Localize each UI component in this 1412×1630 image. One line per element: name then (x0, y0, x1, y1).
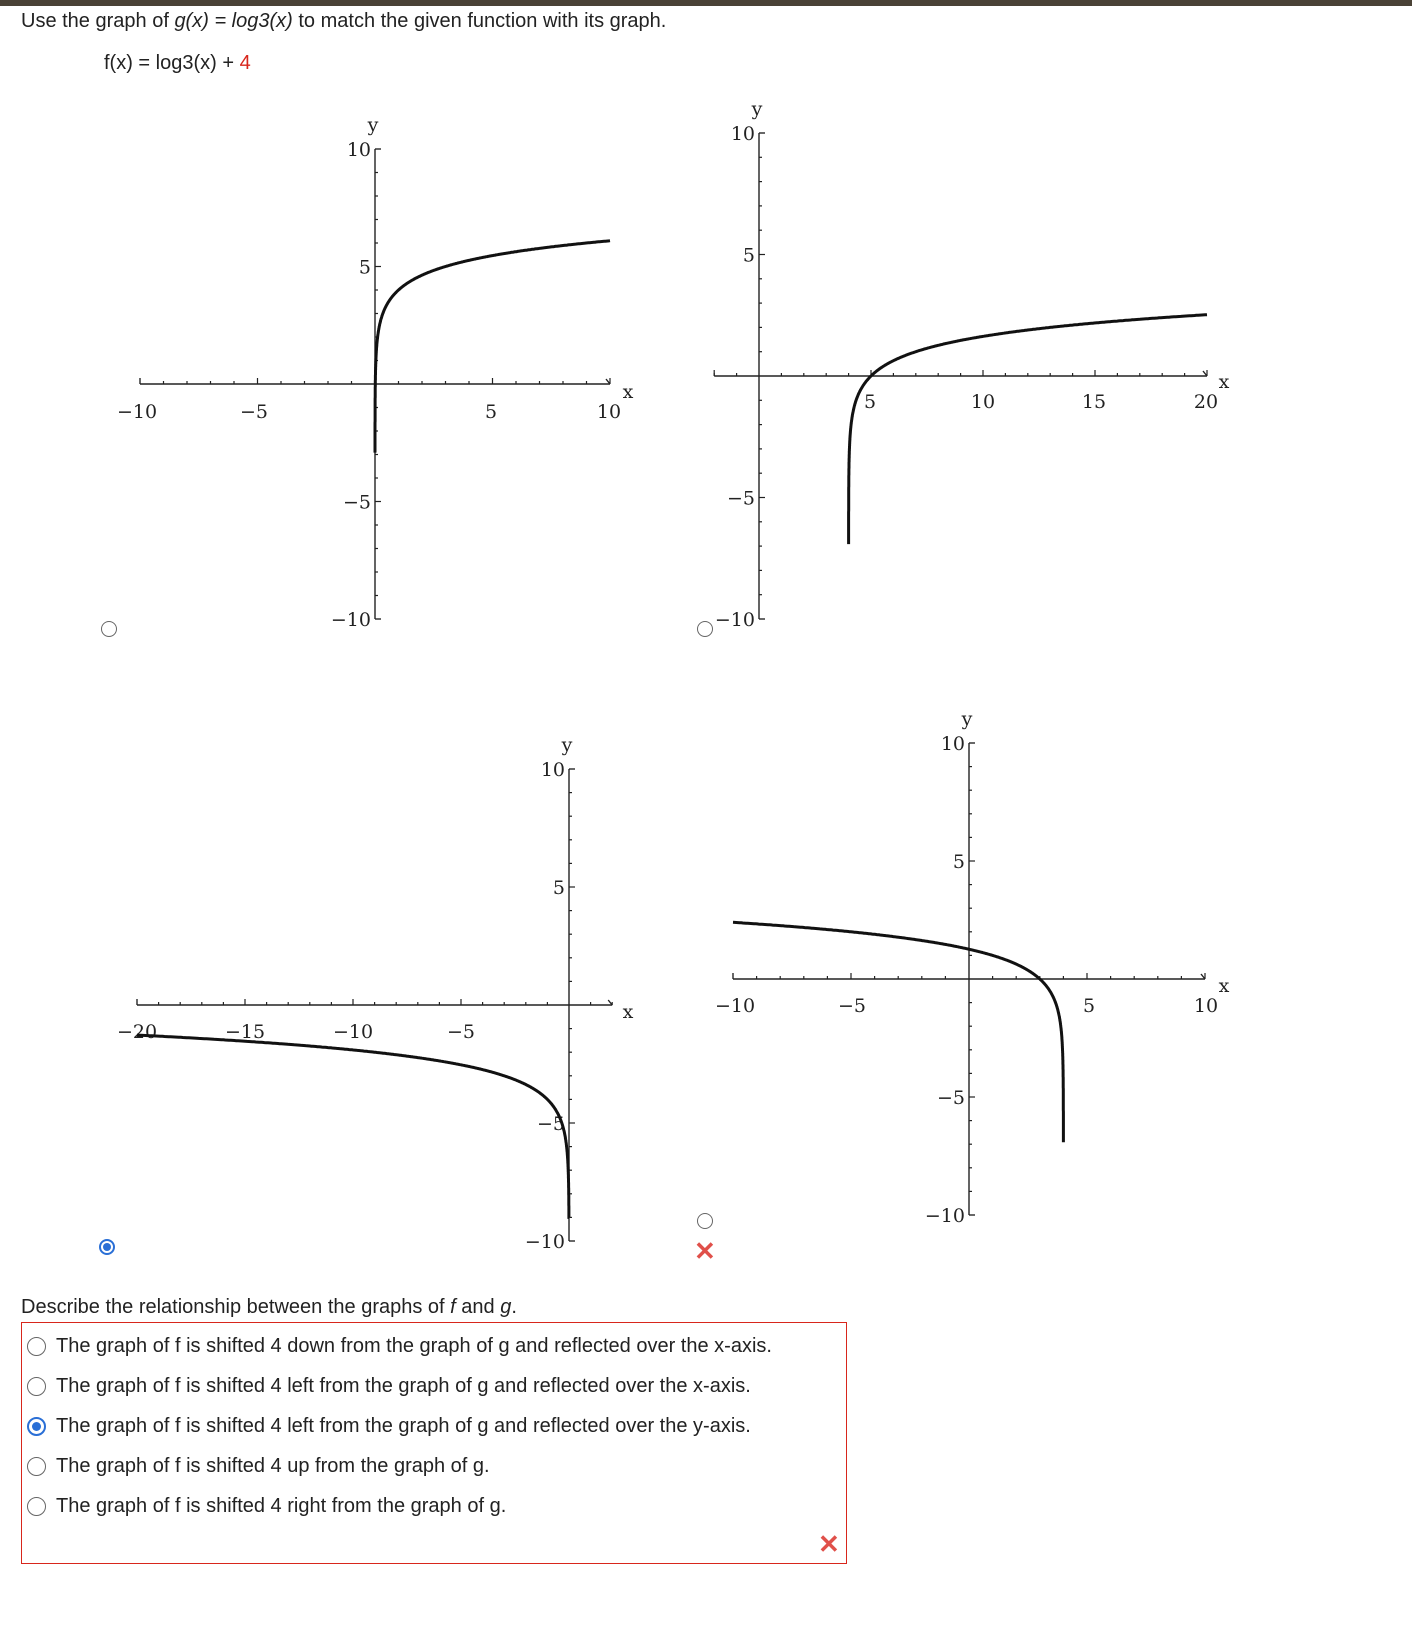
graph-d (715, 708, 1230, 1227)
option-radio-2[interactable] (27, 1377, 46, 1396)
f-constant: 4 (239, 52, 251, 74)
x-tick-label: 10 (596, 401, 622, 423)
x-tick-label: −10 (116, 401, 158, 423)
y-tick-label: 5 (358, 256, 371, 279)
function-curve (137, 1035, 569, 1217)
graph-a (117, 114, 634, 631)
function-curve (733, 922, 1063, 1142)
option-text-2: The graph of f is shifted 4 left from the graph of g and reflected over the x-axis. (56, 1375, 751, 1397)
x-tick-label: −5 (837, 995, 867, 1017)
describe-f: f (450, 1296, 456, 1318)
graph-wrong-mark: ✕ (694, 1236, 716, 1266)
graph-d-radio[interactable] (697, 1213, 713, 1229)
y-tick-label: 10 (730, 123, 755, 145)
y-tick-label: 5 (552, 877, 565, 899)
x-tick-label: −20 (116, 1021, 158, 1043)
x-axis-label: x (1218, 975, 1230, 997)
option-text-1: The graph of f is shifted 4 down from the graph of g and reflected over the x-axis. (56, 1335, 772, 1357)
answer-wrong-mark: ✕ (818, 1529, 840, 1559)
y-tick-label: 10 (346, 139, 371, 161)
y-tick-label: −5 (936, 1087, 965, 1109)
prompt-text-start: Use the graph of (21, 10, 175, 32)
y-axis-label: y (961, 708, 973, 730)
option-row-4[interactable] (27, 1455, 490, 1478)
x-tick-label: −10 (332, 1021, 374, 1043)
option-row-1[interactable] (27, 1335, 772, 1358)
x-tick-label: 20 (1193, 391, 1219, 413)
y-tick-label: 5 (952, 851, 965, 873)
x-tick-label: 15 (1081, 391, 1107, 413)
x-tick-label: 5 (484, 401, 498, 423)
option-radio-1[interactable] (27, 1337, 46, 1356)
option-text-4: The graph of f is shifted 4 up from the graph of g. (56, 1455, 490, 1477)
describe-and: and (455, 1296, 501, 1318)
graph-b-radio[interactable] (697, 621, 713, 637)
x-axis-label: x (1218, 371, 1230, 393)
y-axis-label: y (561, 734, 573, 756)
y-tick-label: 5 (742, 244, 755, 267)
prompt-text-end: to match the given function with its graph. (292, 10, 667, 32)
describe-prompt (21, 1296, 517, 1319)
x-tick-label: 10 (970, 391, 996, 413)
graph-c-radio[interactable] (99, 1239, 115, 1255)
describe-text: Describe the relationship between the graphs of (21, 1296, 451, 1318)
option-row-5[interactable] (27, 1495, 506, 1518)
x-axis-label: x (622, 1001, 634, 1023)
x-tick-label: −5 (446, 1021, 476, 1043)
graph-a-radio[interactable] (101, 621, 117, 637)
g-definition: g(x) = log3(x) (174, 10, 293, 32)
options-box (21, 1322, 847, 1564)
y-tick-label: 10 (540, 759, 565, 781)
y-axis-label: y (751, 98, 763, 120)
y-tick-label: −5 (342, 491, 371, 514)
x-tick-label: 5 (1082, 995, 1096, 1017)
option-text-3: The graph of f is shifted 4 left from the graph of g and reflected over the y-axis. (56, 1415, 751, 1437)
x-tick-label: −15 (224, 1021, 266, 1043)
option-radio-3[interactable] (27, 1417, 46, 1436)
y-tick-label: 10 (940, 733, 965, 755)
y-tick-label: −5 (536, 1113, 565, 1135)
function-curve (849, 315, 1207, 544)
option-text-5: The graph of f is shifted 4 right from the graph of g. (56, 1495, 507, 1517)
y-tick-label: −5 (726, 487, 755, 510)
x-tick-label: 10 (1193, 995, 1219, 1017)
option-row-3[interactable] (27, 1415, 751, 1438)
graph-b (714, 98, 1229, 631)
x-tick-label: −5 (239, 401, 269, 423)
y-tick-label: −10 (924, 1205, 965, 1227)
y-tick-label: −10 (714, 609, 755, 631)
x-axis-label: x (622, 381, 634, 403)
graph-c (117, 734, 634, 1253)
describe-period: . (511, 1296, 517, 1318)
option-row-2[interactable] (27, 1375, 751, 1398)
option-radio-4[interactable] (27, 1457, 46, 1476)
x-tick-label: 5 (863, 391, 877, 413)
y-axis-label: y (367, 114, 379, 136)
x-tick-label: −10 (714, 995, 756, 1017)
y-tick-label: −10 (330, 609, 371, 631)
option-radio-5[interactable] (27, 1497, 46, 1516)
y-tick-label: −10 (524, 1231, 565, 1253)
describe-g: g (500, 1296, 512, 1318)
f-expression: f(x) = log3(x) + (104, 52, 240, 74)
